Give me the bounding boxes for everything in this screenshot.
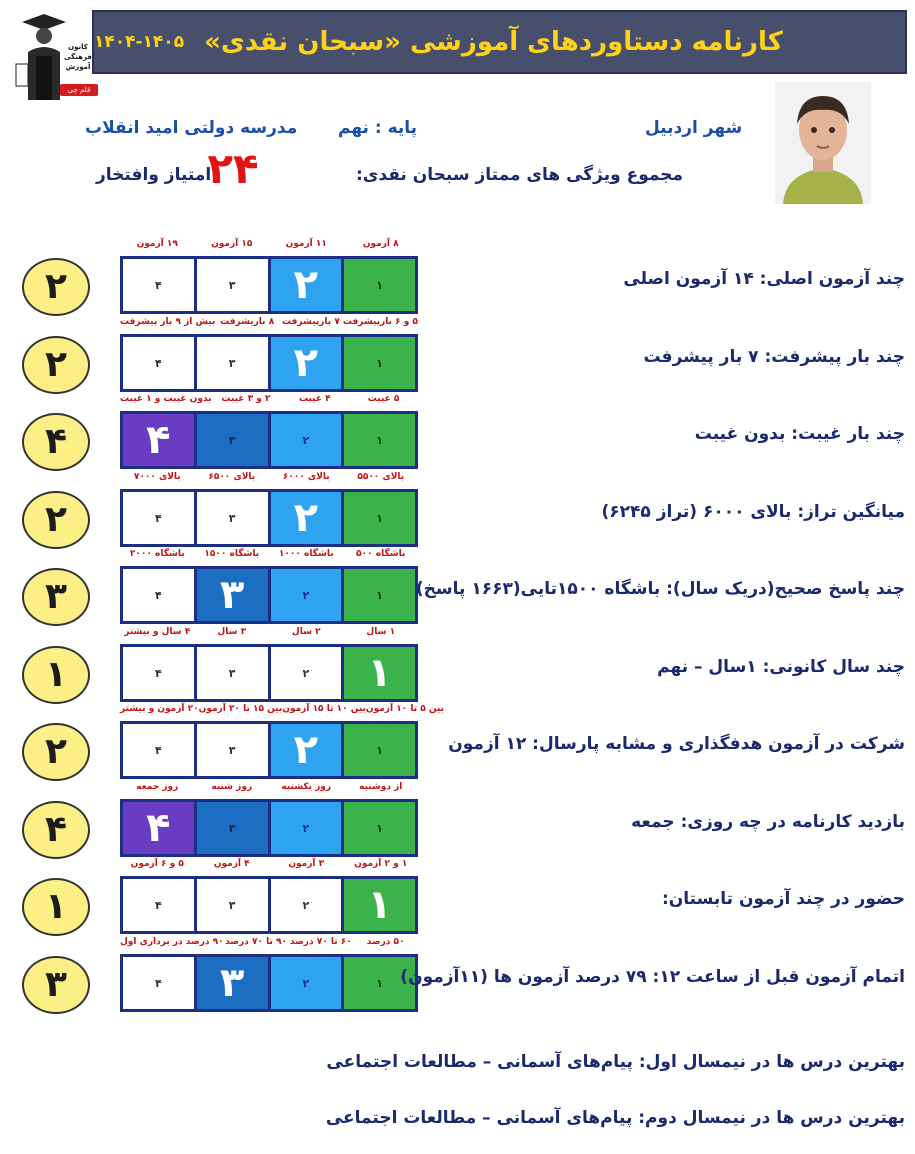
criteria-question: میانگین تراز: بالای ۶۰۰۰ (تراز ۶۲۴۵) <box>601 502 905 522</box>
best-subjects-first-term: بهترین درس ها در نیمسال اول: پیام‌های آسمانی – مطالعات اجتماعی <box>326 1052 905 1072</box>
level-label: ۱ سال <box>366 627 396 637</box>
level-cell: ۴ <box>123 569 194 621</box>
student-photo <box>775 82 871 204</box>
level-label: ۸ باریشرفت <box>220 317 275 327</box>
level-labels <box>120 239 418 253</box>
criteria-question: چند پاسخ صحیح(دریک سال): باشگاه ۱۵۰۰تایی(۱۶۶۳ پاسخ) <box>415 579 905 599</box>
level-cell: ۱ <box>344 569 415 621</box>
level-labels <box>120 704 445 718</box>
level-label: ۳ آزمون <box>288 859 325 869</box>
level-cell: ۲ <box>271 802 342 854</box>
level-label: باشگاه ۵۰۰ <box>356 549 406 559</box>
school-year: ۱۴۰۴-۱۴۰۵ <box>94 32 185 52</box>
level-cell: ۴ <box>123 647 194 699</box>
student-grade: پایه : نهم <box>338 118 418 138</box>
criteria-row <box>0 937 915 1025</box>
page-title: کارنامه دستاوردهای آموزشی «سبحان نقدی» <box>204 27 783 57</box>
level-cell-achieved: ۱ <box>344 879 415 931</box>
level-cell-achieved: ۲ <box>271 492 342 544</box>
level-label: باشگاه ۱۰۰۰ <box>278 549 334 559</box>
level-cell: ۳ <box>197 259 268 311</box>
level-label: ۱ و ۲ آزمون <box>354 859 408 869</box>
level-label: ۴ آزمون <box>213 859 250 869</box>
level-cell: ۳ <box>197 879 268 931</box>
level-label: بین ۱۰ تا ۱۵ آزمون <box>282 704 366 714</box>
level-label: ۴ سال و بیشتر <box>124 627 191 637</box>
score-medal <box>22 413 90 471</box>
score-medal <box>22 258 90 316</box>
level-label: ۲۰ آزمون و بیشتر <box>120 704 199 714</box>
score-medal-value: ۳ <box>45 576 67 617</box>
score-medal <box>22 568 90 626</box>
criteria-question: اتمام آزمون قبل از ساعت ۱۲: ۷۹ درصد آزمون ها (۱۱آزمون) <box>400 967 905 987</box>
level-cell: ۳ <box>197 647 268 699</box>
student-school: مدرسه دولتی امید انقلاب <box>85 118 298 138</box>
level-label: باشگاه ۱۵۰۰ <box>204 549 260 559</box>
traits-label: مجموع ویژگی های ممتاز سبحان نقدی: <box>356 165 684 185</box>
level-cell-achieved: ۲ <box>271 724 342 776</box>
level-cell-achieved: ۲ <box>271 259 342 311</box>
level-scale <box>120 334 418 392</box>
title-banner <box>92 10 907 74</box>
logo-badge: قلم چی <box>60 84 98 96</box>
level-labels <box>120 317 418 331</box>
score-medal-value: ۲ <box>45 344 67 385</box>
level-cell: ۴ <box>123 879 194 931</box>
kanoon-logo <box>14 12 92 104</box>
level-label: ۵۰ درصد <box>366 937 405 947</box>
score-medal-value: ۴ <box>45 809 67 850</box>
criteria-question: بازدید کارنامه در چه روزی: جمعه <box>631 812 905 832</box>
level-cell: ۱ <box>344 492 415 544</box>
level-cell: ۱ <box>344 802 415 854</box>
criteria-question: چند آزمون اصلی: ۱۴ آزمون اصلی <box>623 269 905 289</box>
level-cell: ۲ <box>271 647 342 699</box>
level-label: ۱۱ آزمون <box>285 239 327 249</box>
level-cell: ۲ <box>271 879 342 931</box>
level-cell: ۴ <box>123 337 194 389</box>
level-cell: ۴ <box>123 957 194 1009</box>
student-portrait-icon <box>775 82 871 204</box>
criteria-question: چند بار پیشرفت: ۷ بار پیشرفت <box>643 347 905 367</box>
level-label: بین ۱۵ تا ۲۰ آزمون <box>198 704 283 714</box>
student-city: شهر اردبیل <box>645 118 743 138</box>
score-medal-value: ۱ <box>45 654 67 695</box>
level-label: بدون غیبت و ۱ غیبت <box>120 394 212 404</box>
level-cell: ۳ <box>197 337 268 389</box>
level-scale <box>120 876 418 934</box>
level-label: روز یکشنبه <box>281 782 332 792</box>
level-cell: ۱ <box>344 724 415 776</box>
level-label: ۶۰ تا ۷۰ درصد <box>289 937 352 947</box>
level-cell: ۱ <box>344 957 415 1009</box>
level-label: ۹۰ تا ۷۰ درصد <box>225 937 287 947</box>
level-cell: ۳ <box>197 414 268 466</box>
score-medal <box>22 878 90 936</box>
level-cell: ۱ <box>344 414 415 466</box>
level-scale <box>120 799 418 857</box>
level-label: ۱۵ آزمون <box>211 239 253 249</box>
criteria-question: چند سال کانونی: ۱سال – نهم <box>657 657 905 677</box>
level-labels <box>120 859 418 873</box>
score-label: امتیاز وافتخار <box>96 165 212 185</box>
score-medal <box>22 956 90 1014</box>
level-cell: ۱ <box>344 337 415 389</box>
level-scale <box>120 721 418 779</box>
level-scale <box>120 256 418 314</box>
score-medal <box>22 801 90 859</box>
level-label: ۸ آزمون <box>362 239 399 249</box>
level-label: باشگاه ۲۰۰۰ <box>129 549 185 559</box>
level-cell-achieved: ۱ <box>344 647 415 699</box>
level-label: ۵ غیبت <box>367 394 400 404</box>
score-medal-value: ۳ <box>45 964 67 1005</box>
level-label: روز شنبه <box>211 782 253 792</box>
level-label: بیش از ۹ بار پیشرفت <box>120 317 216 327</box>
level-cell-achieved: ۴ <box>123 414 194 466</box>
best-subjects-second-term: بهترین درس ها در نیمسال دوم: پیام‌های آسمانی – مطالعات اجتماعی <box>325 1108 905 1128</box>
level-label: بالای ۵۵۰۰ <box>357 472 405 482</box>
level-labels <box>120 937 418 951</box>
score-medal-value: ۲ <box>45 731 67 772</box>
criteria-question: چند بار غیبت: بدون غیبت <box>694 424 905 444</box>
total-score: ۲۴ <box>207 144 259 193</box>
level-labels <box>120 627 418 641</box>
level-cell: ۲ <box>271 414 342 466</box>
level-cell: ۴ <box>123 724 194 776</box>
level-label: ۴ غیبت <box>298 394 331 404</box>
level-scale <box>120 566 418 624</box>
level-cell-achieved: ۳ <box>197 569 268 621</box>
score-medal-value: ۲ <box>45 499 67 540</box>
level-label: روز جمعه <box>136 782 179 792</box>
level-scale <box>120 489 418 547</box>
level-scale <box>120 644 418 702</box>
level-label: ۳ سال <box>217 627 247 637</box>
score-medal-value: ۲ <box>45 266 67 307</box>
level-label: ۵ و ۶ بارپیشرفت <box>342 317 418 327</box>
level-cell-achieved: ۳ <box>197 957 268 1009</box>
criteria-question: حضور در چند آزمون تابستان: <box>661 889 905 909</box>
score-medal <box>22 646 90 704</box>
level-cell: ۳ <box>197 724 268 776</box>
level-scale <box>120 411 418 469</box>
level-label: ۱۹ آزمون <box>136 239 178 249</box>
score-medal <box>22 336 90 394</box>
level-cell-achieved: ۲ <box>271 337 342 389</box>
level-label: ۵ و ۶ آزمون <box>130 859 184 869</box>
score-medal <box>22 723 90 781</box>
level-cell: ۲ <box>271 569 342 621</box>
level-label: ۲ و ۳ غیبت <box>221 394 271 404</box>
level-labels <box>120 549 418 563</box>
level-cell: ۲ <box>271 957 342 1009</box>
level-cell: ۴ <box>123 492 194 544</box>
level-label: بالای ۶۵۰۰ <box>208 472 256 482</box>
level-labels <box>120 782 418 796</box>
level-label: بین ۵ تا ۱۰ آزمون <box>365 704 445 714</box>
score-medal-value: ۱ <box>45 886 67 927</box>
level-cell-achieved: ۴ <box>123 802 194 854</box>
level-scale <box>120 954 418 1012</box>
level-cell: ۱ <box>344 259 415 311</box>
level-label: بالای ۷۰۰۰ <box>133 472 181 482</box>
criteria-question: شرکت در آزمون هدفگذاری و مشابه پارسال: ۱۲ آزمون <box>448 734 905 754</box>
level-labels <box>120 394 418 408</box>
logo-text: کانون فرهنگی آموزش <box>64 43 92 71</box>
level-cell: ۳ <box>197 802 268 854</box>
level-label: بالای ۶۰۰۰ <box>282 472 330 482</box>
score-medal <box>22 491 90 549</box>
level-cell: ۴ <box>123 259 194 311</box>
level-cell: ۳ <box>197 492 268 544</box>
level-label: ۷ بارپیشرفت <box>282 317 340 327</box>
score-medal-value: ۴ <box>45 421 67 462</box>
level-label: از دوشنبه <box>359 782 403 792</box>
level-labels <box>120 472 418 486</box>
level-label: ۲ سال <box>291 627 321 637</box>
level-label: ۹۰ درصد در برداری اول <box>120 937 224 947</box>
